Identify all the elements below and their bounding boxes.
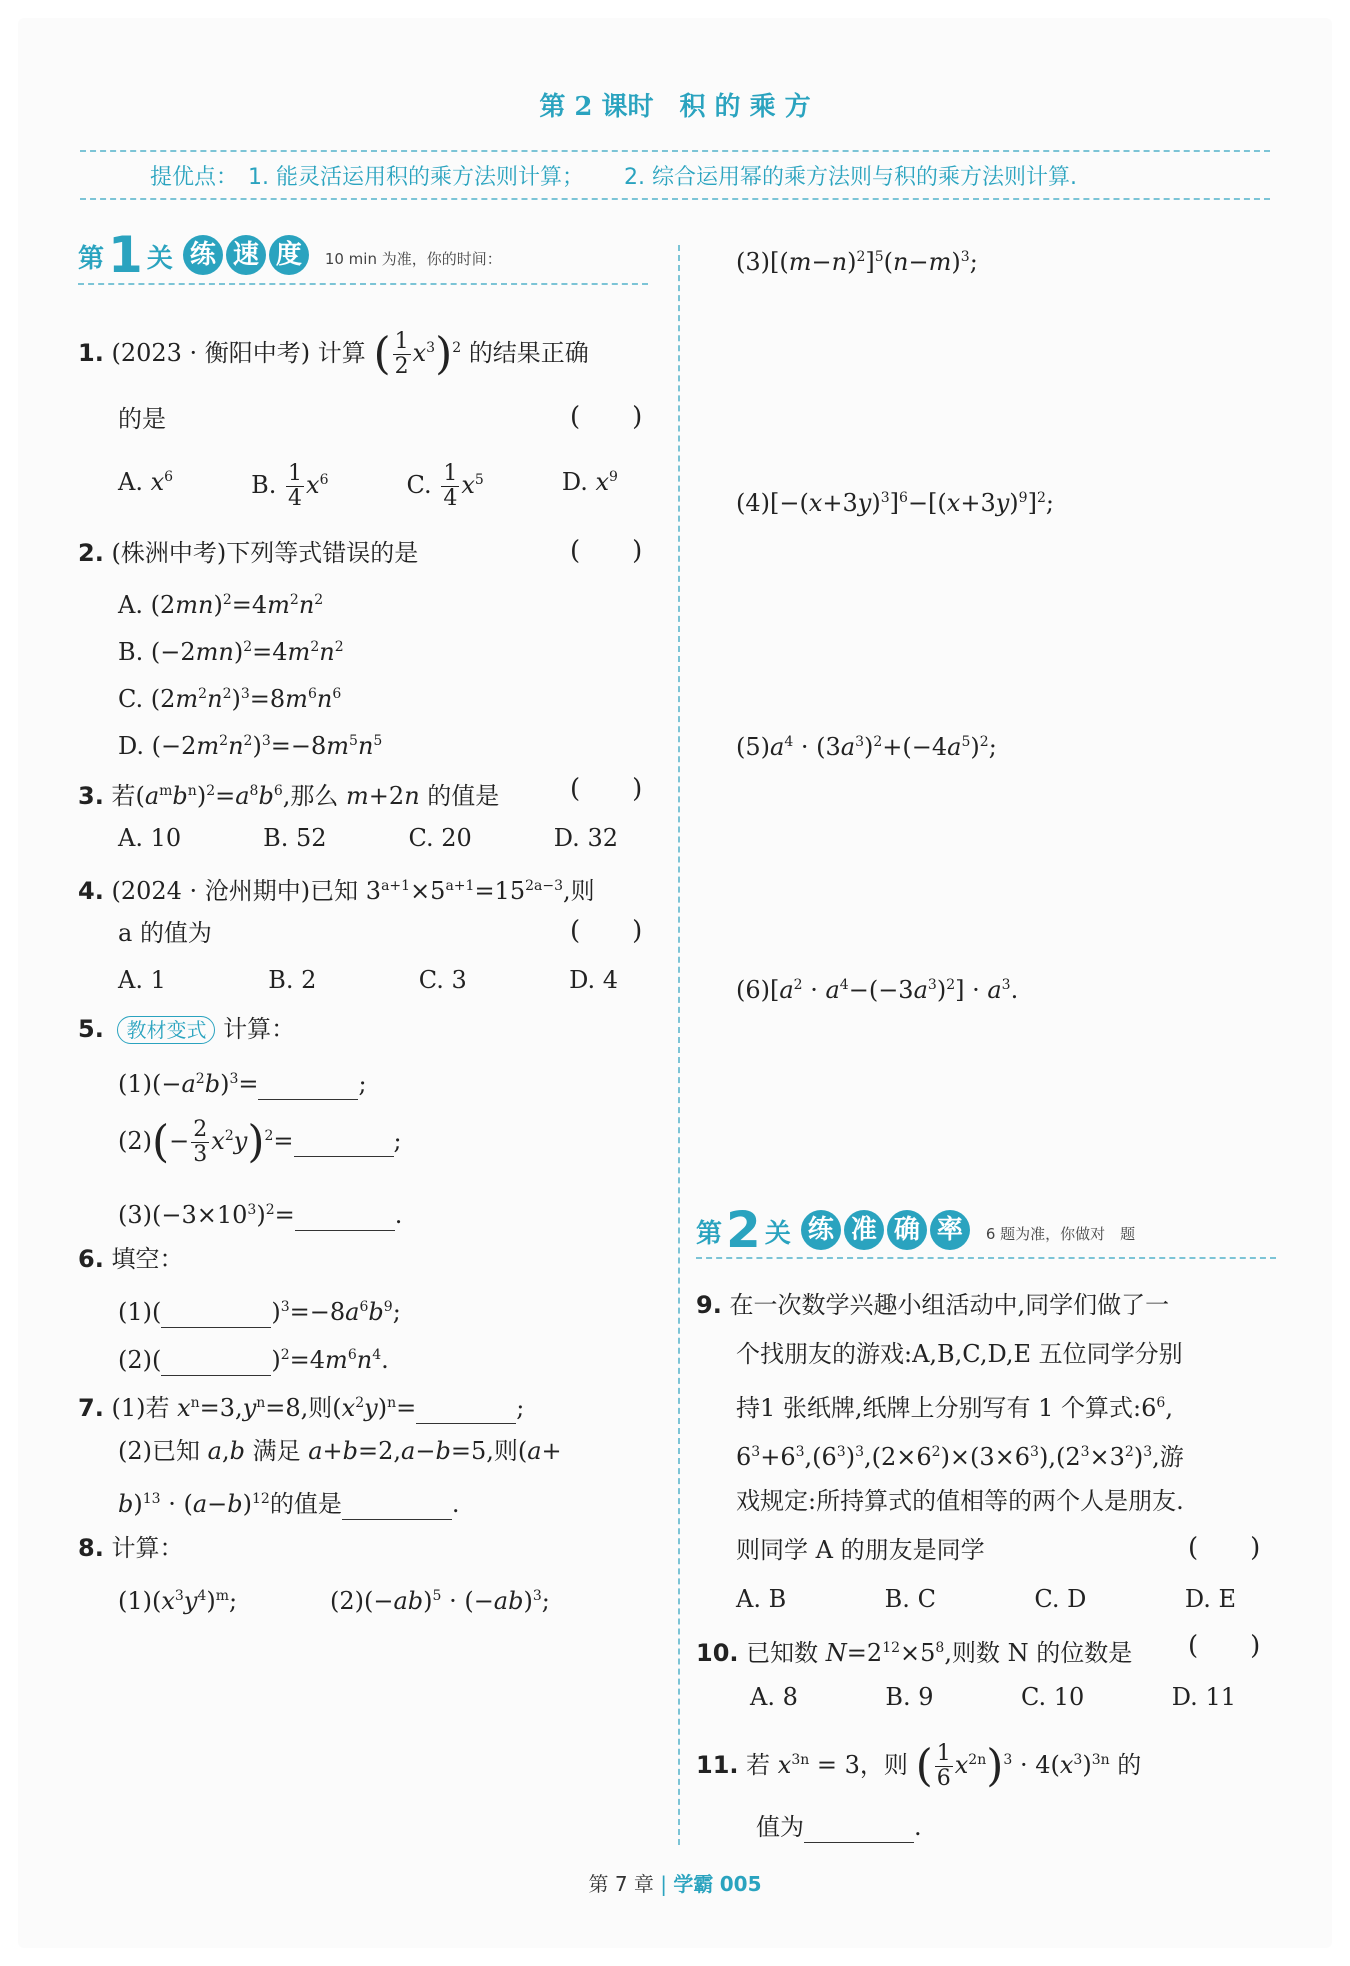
objectives-bar xyxy=(80,150,1270,200)
option-b: B. $\frac{1}{4}$ $x^6$ xyxy=(251,461,329,511)
q8-part-6: $(6)[a^2 \cdot a^4-(-3a^3)^2] \cdot a^3$. xyxy=(736,976,1019,1004)
pill-char: 度 xyxy=(269,235,309,275)
option-a: A. 1 xyxy=(118,966,166,994)
question-number: 7. xyxy=(78,1394,104,1422)
option-d: D. $x^9$ xyxy=(561,468,618,496)
question-text: 填空： xyxy=(111,1245,184,1273)
q4-options xyxy=(118,965,618,995)
q7-part-2-line2: $b)^{13} \cdot (a-b)^{12}$的值是 . xyxy=(118,1490,460,1518)
q6-part-1: (1)( )$^3=-8a^6b^9$; xyxy=(118,1298,401,1326)
option-d: D. E xyxy=(1184,1585,1236,1613)
section-2-suffix: 关 xyxy=(764,1219,791,1249)
question-number: 11. xyxy=(696,1751,739,1779)
objectives-label: 提优点： xyxy=(150,164,239,190)
pill-char: 练 xyxy=(183,235,223,275)
option-c: C. $\frac{1}{4}$ $x^5$ xyxy=(406,461,484,511)
question-number: 2. xyxy=(78,539,104,567)
q9-line2: 个找朋友的游戏:A,B,C,D,E 五位同学分别 xyxy=(736,1340,1183,1368)
question-8 xyxy=(78,1533,183,1563)
option-b: B. 9 xyxy=(885,1683,934,1711)
pill-char: 练 xyxy=(801,1210,841,1250)
option-a: A. B xyxy=(736,1585,787,1613)
question-1: 1. (2023 · 衡阳中考) 计算 ( $\frac{1}{2}$ $x^3)^2$ 的结果正确 xyxy=(78,328,589,380)
q2-option-d: D. $(-2m^2n^2)^3=-8m^5n^5$ xyxy=(118,732,383,760)
q8-part-1: $(1)(x^3y^4)^m$; xyxy=(118,1587,238,1615)
answer-paren: ( ) xyxy=(570,536,643,566)
option-b: B. 2 xyxy=(268,966,317,994)
q3-options xyxy=(118,823,618,853)
footer-brand: 学霸 xyxy=(673,1872,714,1896)
question-6 xyxy=(78,1244,183,1274)
option-b: B. 52 xyxy=(263,824,327,852)
objective-2: 2. 综合运用幂的乘方法则与积的乘方法则计算. xyxy=(624,164,1077,190)
q11-line2: 值为 . xyxy=(756,1813,922,1841)
question-number: 10. xyxy=(696,1639,739,1667)
answer-paren: ( ) xyxy=(570,916,643,946)
question-5 xyxy=(78,1014,295,1044)
q4-line2: a 的值为 xyxy=(118,919,212,947)
q5-part-2: (2)(− $\frac{2}{3}$ $x^2y)^2=$ ; xyxy=(118,1116,402,1168)
question-text: 的结果正确 xyxy=(468,339,589,367)
section-2-underline xyxy=(696,1257,1276,1259)
question-text: (2024 · 沧州期中)已知 xyxy=(111,877,359,905)
q2-option-b: B. $(-2mn)^2=4m^2n^2$ xyxy=(118,638,344,666)
answer-paren: ( ) xyxy=(1188,1631,1261,1661)
question-number: 4. xyxy=(78,877,104,905)
answer-paren: ( ) xyxy=(570,402,643,432)
question-11: 11. 若 $x^{3n} = 3$，则 ( $\frac{1}{6}$ $x^{2n})^3 \cdot 4(x^3)^{3n}$ 的 xyxy=(696,1740,1142,1792)
option-a: A. 8 xyxy=(750,1683,798,1711)
option-a: A. 10 xyxy=(118,824,182,852)
section-1-header xyxy=(78,226,648,284)
section-2-header xyxy=(696,1201,1276,1259)
section-2-prefix: 第 xyxy=(696,1219,723,1249)
section-1-underline xyxy=(78,283,648,285)
option-d: D. 11 xyxy=(1171,1683,1236,1711)
q1-options xyxy=(118,462,618,511)
q7-part-2: (2)已知 a,b 满足 a+b=2,a−b=5,则(a+ xyxy=(118,1437,562,1465)
section-1-prefix: 第 xyxy=(78,244,105,274)
question-9 xyxy=(696,1290,1169,1320)
option-d: D. 4 xyxy=(569,966,618,994)
q9-options xyxy=(736,1584,1236,1614)
question-4: 4. (2024 · 沧州期中)已知 $3^{a+1}\times 5^{a+1}=15^{2a-3}$,则 xyxy=(78,877,595,905)
question-text: 在一次数学兴趣小组活动中,同学们做了一 xyxy=(729,1291,1170,1319)
footer-chapter: 第 7 章 xyxy=(588,1872,654,1896)
q5-part-1: $(1)(-a^2b)^3=$ ; xyxy=(118,1070,367,1098)
section-1-number: 1 xyxy=(108,226,143,284)
question-number: 5. xyxy=(78,1015,104,1043)
q6-part-2: (2)( )$^2=4m^6n^4$. xyxy=(118,1346,389,1374)
textbook-variant-tag: 教材变式 xyxy=(117,1016,215,1044)
pill-char: 率 xyxy=(930,1210,970,1250)
page-number: 005 xyxy=(719,1872,762,1896)
pill-char: 速 xyxy=(226,235,266,275)
question-text: (株洲中考)下列等式错误的是 xyxy=(111,539,419,567)
q9-line5: 戏规定:所持算式的值相等的两个人是朋友. xyxy=(736,1487,1184,1515)
option-c: C. 20 xyxy=(408,824,472,852)
section-1-pill xyxy=(183,235,309,275)
page-footer: 第 7 章 | 学霸 005 xyxy=(588,1872,762,1896)
question-7: 7. (1)若 $x^n=3,y^n=8$,则$(x^2y)^n=$ ; xyxy=(78,1394,525,1422)
question-number: 8. xyxy=(78,1534,104,1562)
q10-options xyxy=(750,1682,1236,1712)
question-10: 10. 已知数 $N=2^{12}\times 5^8$,则数 N 的位数是 xyxy=(696,1639,1133,1667)
question-text: (2023 · 衡阳中考) 计算 xyxy=(111,339,366,367)
pill-char: 准 xyxy=(844,1210,884,1250)
q8-part-4: $(4)[-(x+3y)^3]^6-[(x+3y)^9]^2$; xyxy=(736,489,1054,517)
question-text: 计算： xyxy=(223,1015,296,1043)
option-c: C. D xyxy=(1034,1585,1087,1613)
q8-part-5: $(5)a^4 \cdot (3a^3)^2+(-4a^5)^2$; xyxy=(736,733,997,761)
pill-char: 确 xyxy=(887,1210,927,1250)
q8-part-3: $(3)[(m-n)^2]^5(n-m)^3$; xyxy=(736,248,978,276)
q9-line4: $6^3+6^3,(6^3)^3,(2\times 6^2)\times(3\times 6^3),(2^3\times 3^2)^3$,游 xyxy=(736,1443,1184,1471)
page-title: 第 2 课时 积 的 乘 方 xyxy=(539,92,811,122)
option-a: A. $x^6$ xyxy=(118,468,174,496)
option-c: C. 3 xyxy=(418,966,467,994)
section-2-pill xyxy=(801,1210,970,1250)
q1-line2: 的是 xyxy=(118,405,166,433)
option-d: D. 32 xyxy=(553,824,618,852)
q5-part-3: $(3)(-3\times 10^3)^2=$ . xyxy=(118,1201,403,1229)
q8-part-2: $(2)(-ab)^5 \cdot (-ab)^3$; xyxy=(330,1587,550,1615)
q2-option-a: A. $(2mn)^2=4m^2n^2$ xyxy=(118,591,324,619)
question-number: 9. xyxy=(696,1291,722,1319)
q9-line3: 持1 张纸牌,纸牌上分别写有 1 个算式$:6^6$, xyxy=(736,1394,1173,1422)
section-2-hint: 6 题为准，你做对 题 xyxy=(985,1225,1136,1243)
q9-line6: 则同学 A 的朋友是同学 xyxy=(736,1536,985,1564)
section-1-hint: 10 min 为准，你的时间： xyxy=(324,250,502,268)
question-number: 3. xyxy=(78,782,104,810)
question-text: 已知数 xyxy=(746,1639,819,1667)
section-1-suffix: 关 xyxy=(146,244,173,274)
objective-1: 1. 能灵活运用积的乘方法则计算； xyxy=(248,164,585,190)
q2-option-c: C. $(2m^2n^2)^3=8m^6n^6$ xyxy=(118,685,342,713)
section-2-number: 2 xyxy=(726,1201,761,1259)
question-3: 3. 若$(a^mb^n)^2=a^8b^6$,那么 m+2n 的值是 xyxy=(78,782,500,810)
option-b: B. C xyxy=(884,1585,936,1613)
option-c: C. 10 xyxy=(1021,1683,1085,1711)
question-number: 6. xyxy=(78,1245,104,1273)
question-text: 计算： xyxy=(111,1534,184,1562)
answer-paren: ( ) xyxy=(1188,1533,1261,1563)
question-number: 1. xyxy=(78,339,104,367)
question-2 xyxy=(78,538,418,568)
column-divider xyxy=(678,245,680,1845)
answer-paren: ( ) xyxy=(570,774,643,804)
